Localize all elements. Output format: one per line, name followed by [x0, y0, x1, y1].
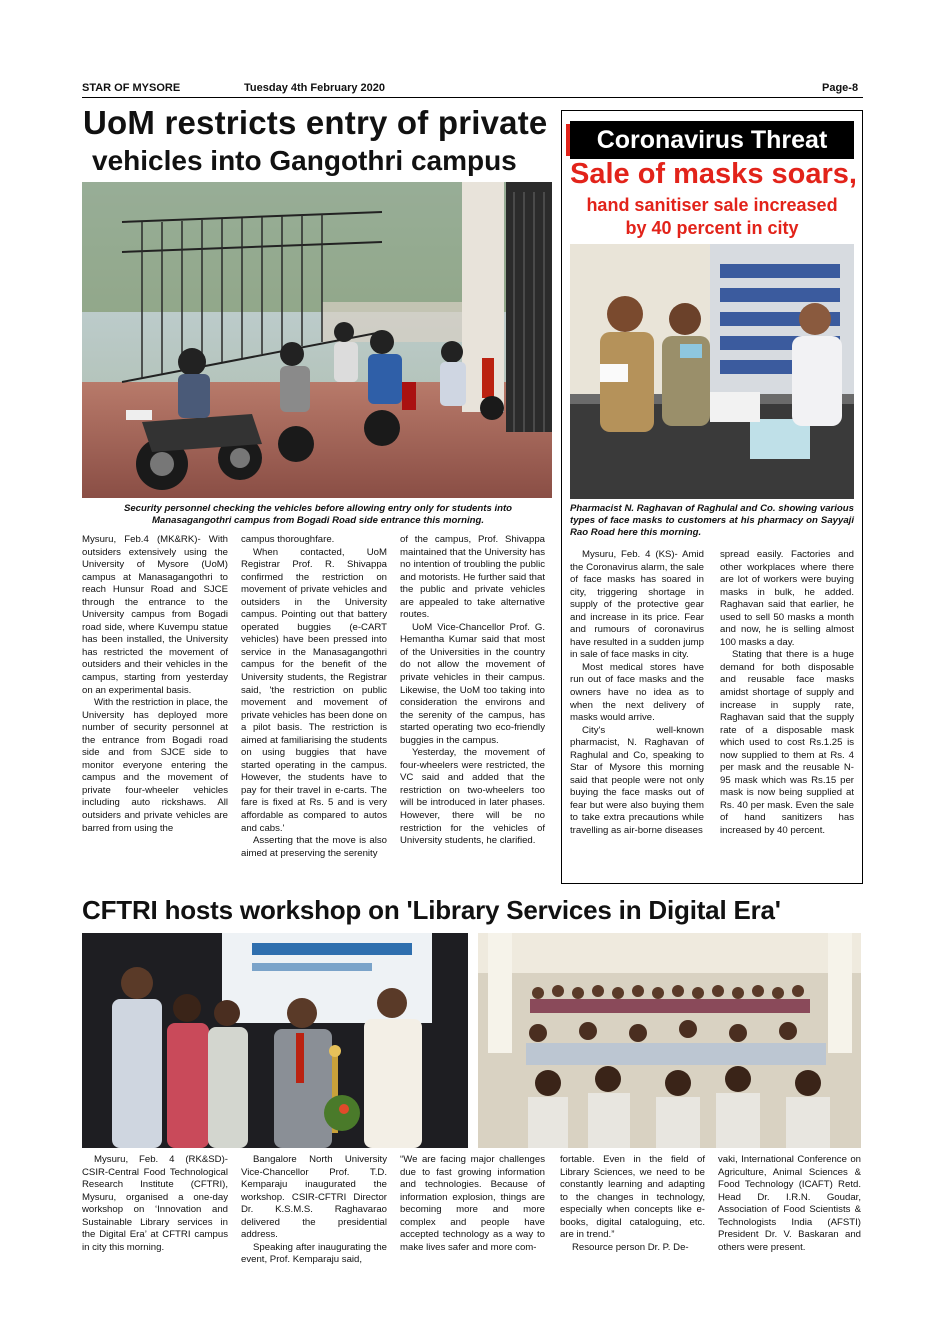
story3-column-2 [241, 1154, 387, 1267]
paper-name: STAR OF MYSORE [82, 82, 181, 94]
audience-photo [478, 933, 861, 1148]
story1-headline-line2: vehicles into Gangothri campus [92, 145, 517, 176]
campus-gate-illustration [82, 182, 552, 498]
story1-col2-para3: Asserting that the move is also aimed at preserving the serenity [241, 835, 387, 859]
story1-headline-line1: UoM restricts entry of private [83, 104, 548, 141]
story2-caption: Pharmacist N. Raghavan of Raghulal and Co. showing various types of face masks to customers at his pharmacy on Sayyaji Rao Road here this morning. [570, 503, 854, 538]
story3-column-3 [400, 1154, 545, 1254]
story2-subhead-line2: by 40 percent in city [625, 218, 799, 238]
story1-col1-para2: With the restriction in place, the University has deployed more number of security personnel at the entrance from Bogadi road side and from SJCE side to monitor everyone entering the campus and the movement of private four-wheeler vehicles including auto rickshaws. All outsiders and private vehicles are barred from using the [82, 697, 228, 834]
header-rule [82, 97, 863, 98]
story3-col4-para2: Resource person Dr. P. De- [572, 1241, 689, 1253]
story3-col1-para1: Mysuru, Feb. 4 (RK&SD)- CSIR-Central Food Technological Research Institute (CFTRI), Mysuru, organised a one-day workshop on ‘Innovation and Sustainable Library services in the Digital Era’ at CFTRI campus in city this morning. [82, 1154, 228, 1253]
story1-column-1 [82, 534, 228, 835]
story1-col3-para2: UoM Vice-Chancellor Prof. G. Hemantha Kumar said that most of the Universities in the country do not allow the movement of private vehicles in their campus. Likewise, the UoM too taking into consideration the environs and the serenity of the campus, has started operating two eco-friendly buggies in the campus. [400, 621, 545, 746]
story3-column-4 [560, 1154, 705, 1254]
story1-col3-para1: of the campus, Prof. Shivappa maintained that the University has no intention of troubling the public and motorists. He further said that the public and private vehicles are appealed to take alternative routes. [400, 534, 545, 621]
story2-col2-para2: Stating that there is a huge demand for both disposable and reusable face masks amidst shortage of supply and increase in supply rate, Raghavan said that the supply rate of a disposable mask which used to cost Rs.1.25 is now supplied to them at Rs. 4 per mask and the reusable N-95 mask which was Rs.15 per mask is now being supplied at Rs. 40 per mask. Even the sale of hand sanitizers has increased by 40 percent. [720, 649, 854, 837]
story2-subhead-line1: hand sanitiser sale increased [586, 195, 838, 215]
campus-gate-photo [82, 182, 552, 498]
story1-column-2 [241, 534, 387, 860]
story3-col2-para2: Speaking after inaugurating the event, Prof. Kemparaju said, [241, 1241, 387, 1266]
story2-col2-para1: spread easily. Factories and other workplaces where there are lot of workers were buying masks in bulk, he added. Raghavan said that earlier, he used to sell 50 masks a month and now, he is selling almost 100 masks a day. [720, 549, 854, 648]
story3-headline: CFTRI hosts workshop on 'Library Services in Digital Era' [82, 895, 781, 925]
story1-col3-para3: Yesterday, the movement of four-wheelers were restricted, the VC said and added that the restriction on two-wheelers too will be introduced in later phases. However, there will be no restriction for the vehicles of University students, he clarified. [400, 747, 545, 847]
story3-col2-para1: Bangalore North University Vice-Chancellor Prof. T.D. Kemparaju inaugurated the workshop. CSIR-CFTRI Director Dr. K.S.M.S. Raghavarao delivered the presidential address. [241, 1154, 387, 1241]
pharmacy-illustration [570, 244, 854, 499]
story3-column-1 [82, 1154, 228, 1254]
audience-illustration [478, 933, 861, 1148]
kicker-red-bar [566, 124, 570, 156]
coronavirus-kicker: Coronavirus Threat [570, 121, 854, 159]
story2-col1-para1: Mysuru, Feb. 4 (KS)- Amid the Coronavirus alarm, the sale of face masks has soared in city, triggering shortage in supply of the protective gear and increase in its price. Fear and rumours of coronavirus have resulted in a sudden jump in sale of face masks in city. [570, 549, 704, 661]
lamp-lighting-photo [82, 933, 468, 1148]
story1-col2-para1: campus thoroughfare. [241, 534, 335, 545]
story2-column-2 [720, 549, 854, 838]
story2-headline: Sale of masks soars, [570, 158, 857, 190]
story1-col2-para2: When contacted, UoM Registrar Prof. R. Shivappa confirmed the restriction on movement of private vehicles and outsiders in the University campus. Pointing out that battery operated buggies (e-CART vehicles) have been pressed into service in the Manasagangothri campus for the benefit of the University students, the Registrar said, 'the restriction on public movement and movement of private vehicles has been done on a pilot basis. The restriction is aimed at familiarising the students on using buggies that have started operating in the campus. However, the students have to pay for their travel in e-carts. The fare is fixed at Rs. 5 and is very affordable as compared to autos and cabs.' [241, 546, 387, 834]
pharmacy-photo [570, 244, 854, 499]
issue-date: Tuesday 4th February 2020 [244, 82, 386, 94]
lamp-lighting-illustration [82, 933, 468, 1148]
story3-col3-para1: “We are facing major challenges due to fast growing information and technologies. Because of information explosion, things are becoming more and more complex and people have accepted technology as a way to make lives safer and more com- [400, 1154, 545, 1253]
story3-col5-para1: vaki, International Conference on Agriculture, Animal Sciences & Food Technology (ICAFT) Retd. Head Dr. I.R.N. Goudar, Association of Food Scientists & Technologists India (AFSTI) President Dr. V. Baskaran and others were present. [718, 1154, 861, 1253]
story1-caption: Security personnel checking the vehicles before allowing entry only for students into Manasagangothri campus from Bogadi Road side entrance this morning. [123, 503, 513, 526]
story2-col1-para2: Most medical stores have run out of face masks and the owners have no idea as to when the next delivery of masks would arrive. [570, 661, 704, 724]
story2-column-1 [570, 549, 704, 838]
story3-column-5 [718, 1154, 861, 1254]
story1-col1-para1: Mysuru, Feb.4 (MK&RK)- With outsiders extensively using the University of Mysore (UoM) campus at Manasagangothri to reach Hunsur Road and SJCE through the entrance to the University campus from Bogadi road side, where Kuvempu statue has been installed, the University has restricted the movement of outsiders and their vehicles in the campus, starting from yesterday on an experimental basis. [82, 534, 228, 696]
story1-column-3 [400, 534, 545, 848]
story2-col1-para3: City's well-known pharmacist, N. Raghavan of Raghulal and Co, speaking to Star of Mysore this morning said that people were not only buying the face masks out of fear but were also buying them to take extra precautions while travelling as air-borne diseases [570, 724, 704, 837]
page-number: Page-8 [822, 82, 859, 94]
story3-col4-para1: fortable. Even in the field of Library Sciences, we need to be constantly learning and adapting to the changes in technology, especially when concepts like e-books, digital cataloguing, etc. are in trend.” [560, 1154, 705, 1241]
